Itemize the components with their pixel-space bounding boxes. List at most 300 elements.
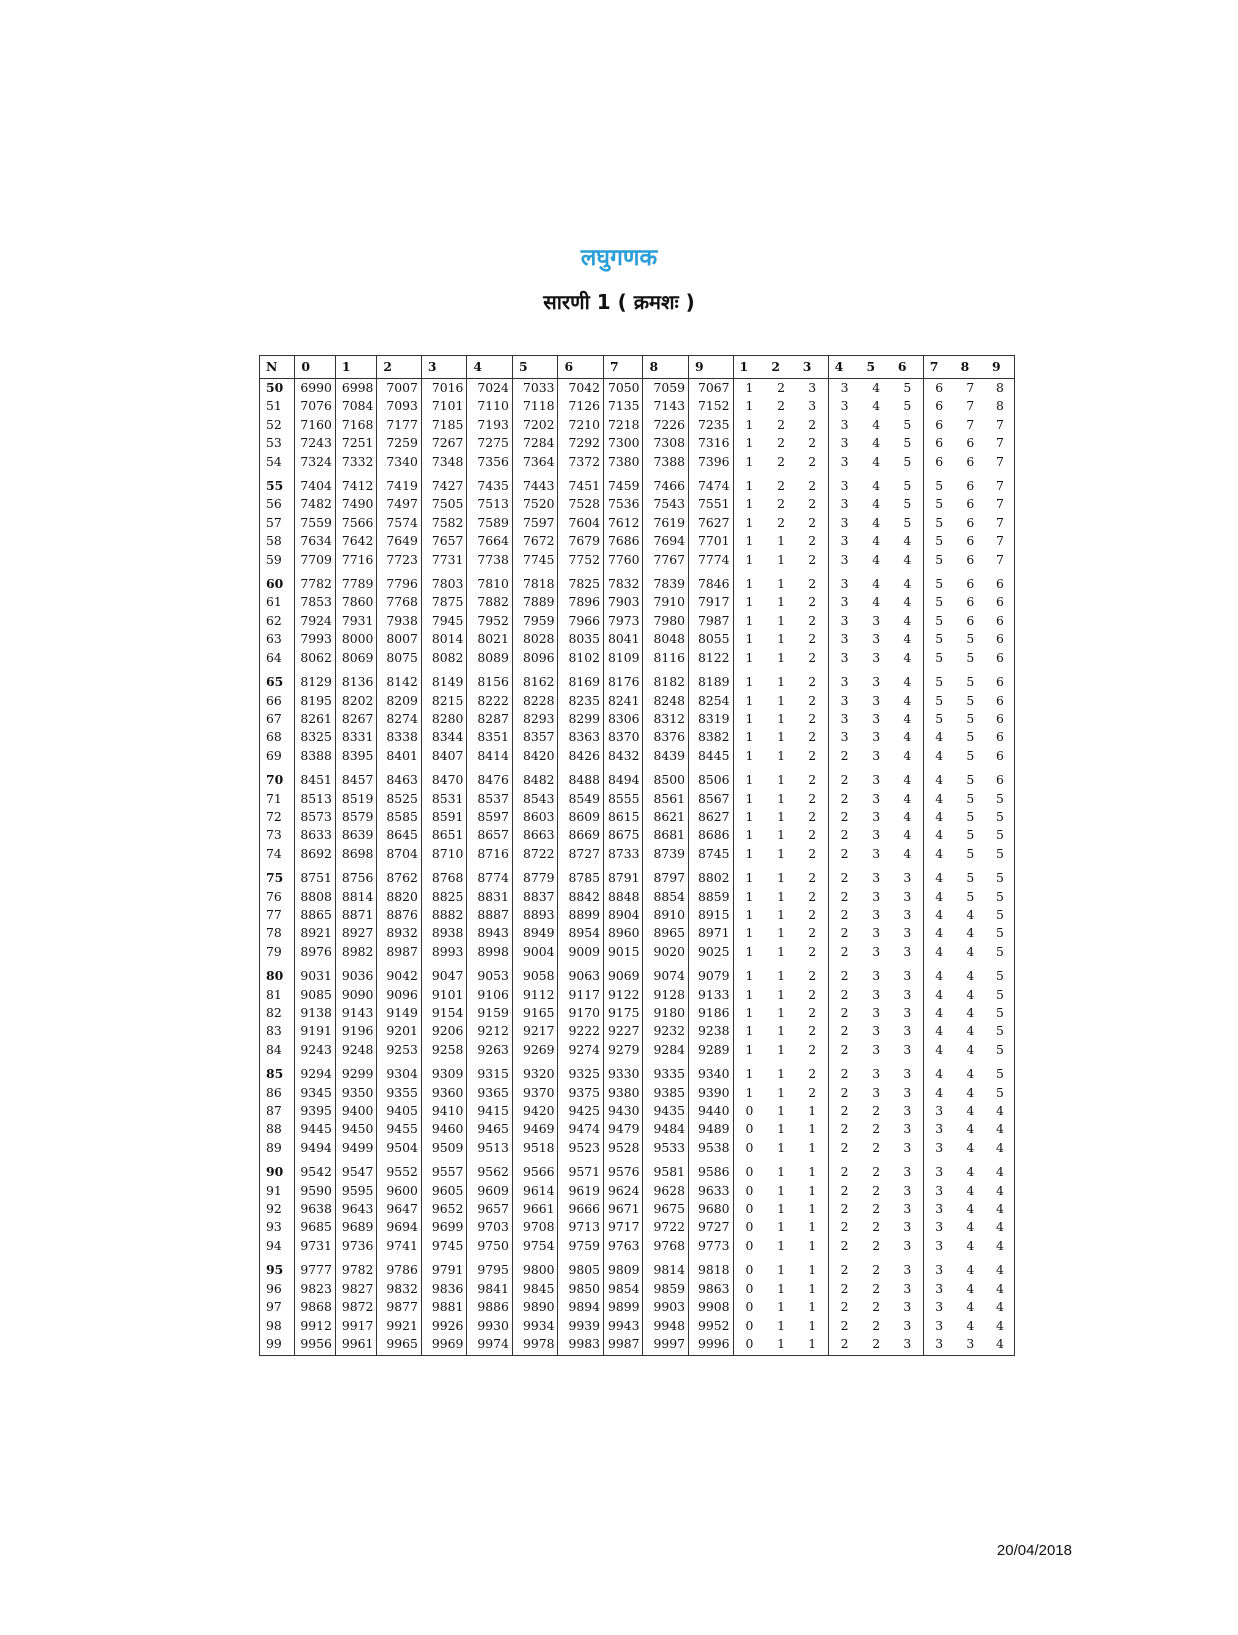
mantissa-cell: 9768 [643,1237,689,1255]
mantissa-cell: 7513 [467,495,513,513]
mean-difference-cell: 2 [872,1237,881,1253]
mean-difference-cell: 6 [986,569,1015,593]
mean-difference-cell: 4 [935,1066,944,1082]
mantissa-cell: 9380 [604,1084,643,1102]
mantissa-cell: 7832 [604,569,643,593]
table-subtitle: सारणी 1 ( क्रमशः ) [543,290,695,314]
mantissa-cell: 7308 [643,434,689,452]
row-number-cell: 85 [260,1059,295,1083]
mantissa-cell: 7789 [335,569,376,593]
mean-difference-cell: 1 [777,1182,786,1198]
mean-difference-cell: 1 [777,674,786,690]
mean-difference-cell: 1 [797,1102,828,1120]
mantissa-cell: 9284 [643,1041,689,1059]
mantissa-cell: 9921 [377,1317,422,1335]
mean-difference-cell: 6 [986,728,1015,746]
mantissa-cell: 7987 [689,612,734,630]
mean-difference-cell: 1 [745,435,754,451]
log-table-header [260,356,1015,379]
mantissa-cell: 9542 [295,1157,335,1181]
mantissa-cell: 9965 [377,1335,422,1356]
mantissa-cell: 9661 [512,1200,558,1218]
mantissa-cell: 7490 [335,495,376,513]
mantissa-cell: 9934 [512,1317,558,1335]
mantissa-cell: 9232 [643,1022,689,1040]
mantissa-cell: 9552 [377,1157,422,1181]
row-number-cell: 57 [260,514,295,532]
mantissa-cell: 7443 [512,471,558,495]
row-number-cell: 74 [260,845,295,863]
table-row [260,532,1015,550]
mantissa-cell: 7604 [558,514,604,532]
mantissa-cell: 8645 [377,826,422,844]
mean-difference-cell: 1 [777,906,786,922]
mantissa-cell: 8331 [335,728,376,746]
mantissa-cell: 9948 [643,1317,689,1335]
mean-difference-cell: 5 [892,471,923,495]
mantissa-cell: 9722 [643,1218,689,1236]
mantissa-cell: 7559 [295,514,335,532]
mantissa-cell: 9217 [512,1022,558,1040]
mantissa-cell: 7903 [604,593,643,611]
mean-difference-cell: 4 [966,1005,975,1020]
mean-difference-cell: 2 [840,1219,849,1235]
mantissa-cell: 8293 [512,710,558,728]
mean-difference-cell: 2 [797,649,828,667]
mean-difference-cell: 3 [872,747,881,763]
mantissa-cell: 8149 [421,667,467,691]
mean-difference-cell: 2 [797,667,828,691]
mantissa-cell: 8555 [604,790,643,808]
mean-difference-cell: 1 [745,453,754,469]
mantissa-cell: 8882 [421,906,467,924]
mantissa-cell: 9004 [512,943,558,961]
mantissa-cell: 9624 [604,1182,643,1200]
mantissa-cell: 7924 [295,612,335,630]
mantissa-cell: 7597 [512,514,558,532]
mean-difference-cell: 5 [966,790,975,806]
mantissa-cell: 7024 [467,379,513,398]
mean-difference-cell: 0 [745,1299,754,1315]
mean-difference-cell: 4 [966,1201,975,1217]
mantissa-cell: 9562 [467,1157,513,1181]
mantissa-cell: 7364 [512,453,558,471]
mean-difference-cell: 4 [935,906,944,922]
mean-difference-cell: 7 [986,551,1015,569]
row-number-cell: 86 [260,1084,295,1102]
mantissa-cell: 7938 [377,612,422,630]
mean-difference-cell: 5 [935,612,944,628]
mantissa-cell: 9750 [467,1237,513,1255]
column-header: 8 [955,356,986,379]
mantissa-cell: 8248 [643,692,689,710]
log-table [259,355,1015,1356]
mean-difference-cell: 0 [745,1121,754,1137]
mean-difference-cell: 4 [892,790,923,808]
mantissa-cell: 7825 [558,569,604,593]
mantissa-cell: 9974 [467,1335,513,1356]
mantissa-cell: 8062 [295,649,335,667]
mean-difference-cell: 1 [777,612,786,628]
mean-difference-cell: 7 [986,434,1015,452]
table-row [260,379,1015,398]
mantissa-cell: 8432 [604,747,643,765]
mantissa-cell: 9460 [421,1120,467,1138]
column-header: 9 [689,356,734,379]
mantissa-cell: 9191 [295,1022,335,1040]
mantissa-cell: 8887 [467,906,513,924]
mantissa-cell: 9917 [335,1317,376,1335]
mantissa-cell: 7810 [467,569,513,593]
mantissa-cell: 9841 [467,1280,513,1298]
mantissa-cell: 9258 [421,1041,467,1059]
mantissa-cell: 7931 [335,612,376,630]
mean-difference-cell: 5 [986,826,1015,844]
mean-difference-cell: 4 [986,1317,1015,1335]
table-row [260,453,1015,471]
mantissa-cell: 9956 [295,1335,335,1356]
mantissa-cell: 8591 [421,808,467,826]
column-header: 4 [828,356,860,379]
mean-difference-cell: 2 [840,1182,849,1198]
mantissa-cell: 7419 [377,471,422,495]
row-number-cell: 97 [260,1298,295,1316]
mean-difference-cell: 2 [797,845,828,863]
mean-difference-cell: 3 [872,845,881,861]
mantissa-cell: 8876 [377,906,422,924]
mean-difference-cell: 1 [777,594,786,610]
mean-difference-cell: 0 [745,1182,754,1198]
mean-difference-cell: 1 [797,1255,828,1279]
mean-difference-cell: 8 [986,379,1015,398]
mantissa-cell: 7551 [689,495,734,513]
mean-difference-cell: 4 [892,765,923,789]
mean-difference-cell: 4 [872,594,881,610]
mean-difference-cell: 1 [745,594,754,610]
mantissa-cell: 8932 [377,924,422,942]
row-number-cell: 88 [260,1120,295,1138]
mantissa-cell: 9903 [643,1298,689,1316]
mean-difference-cell: 3 [872,692,881,708]
mantissa-cell: 9096 [377,986,422,1004]
mean-difference-cell: 6 [966,478,975,494]
mean-difference-cell: 3 [840,380,849,395]
mean-difference-cell: 3 [935,1317,944,1333]
mean-difference-cell: 0 [745,1139,754,1155]
mantissa-cell: 9547 [335,1157,376,1181]
mantissa-cell: 8506 [689,765,734,789]
mean-difference-cell: 2 [840,968,849,984]
mantissa-cell: 8028 [512,630,558,648]
mantissa-cell: 9703 [467,1218,513,1236]
mantissa-cell: 7657 [421,532,467,550]
mean-difference-cell: 2 [840,772,849,788]
mean-difference-cell: 3 [892,961,923,985]
mean-difference-cell: 5 [935,478,944,494]
mantissa-cell: 9647 [377,1200,422,1218]
mantissa-cell: 7649 [377,532,422,550]
mantissa-cell: 9863 [689,1280,734,1298]
mantissa-cell: 8859 [689,888,734,906]
row-number-cell: 96 [260,1280,295,1298]
mean-difference-cell: 2 [840,1084,849,1100]
table-row [260,765,1015,789]
mean-difference-cell: 2 [840,808,849,824]
mantissa-cell: 7796 [377,569,422,593]
mantissa-cell: 9420 [512,1102,558,1120]
column-header: 5 [512,356,558,379]
mean-difference-cell: 3 [892,986,923,1004]
mantissa-cell: 8000 [335,630,376,648]
mean-difference-cell: 5 [986,1022,1015,1040]
mantissa-cell: 9484 [643,1120,689,1138]
mean-difference-cell: 4 [892,551,923,569]
mean-difference-cell: 4 [892,728,923,746]
mean-difference-cell: 1 [777,576,786,592]
mantissa-cell: 7466 [643,471,689,495]
table-row [260,863,1015,887]
table-row [260,906,1015,924]
mean-difference-cell: 3 [892,1182,923,1200]
mean-difference-cell: 0 [745,1262,754,1278]
mean-difference-cell: 1 [777,1164,786,1180]
mantissa-cell: 8639 [335,826,376,844]
mantissa-cell: 8762 [377,863,422,887]
mean-difference-cell: 6 [966,551,975,567]
mean-difference-cell: 1 [745,398,754,414]
mean-difference-cell: 1 [777,925,786,941]
mean-difference-cell: 1 [745,576,754,592]
mean-difference-cell: 2 [840,906,849,922]
mantissa-cell: 8927 [335,924,376,942]
mantissa-cell: 8692 [295,845,335,863]
mean-difference-cell: 4 [935,1084,944,1100]
mantissa-cell: 9978 [512,1335,558,1356]
mantissa-cell: 7910 [643,593,689,611]
mantissa-cell: 7451 [558,471,604,495]
mantissa-cell: 7050 [604,379,643,398]
mean-difference-cell: 2 [797,710,828,728]
row-number-cell: 75 [260,863,295,887]
mean-difference-cell: 1 [745,790,754,806]
mean-difference-cell: 2 [840,986,849,1002]
mean-difference-cell: 4 [892,593,923,611]
mean-difference-cell: 4 [935,1041,944,1057]
row-number-cell: 94 [260,1237,295,1255]
mean-difference-cell: 2 [797,1004,828,1022]
mantissa-cell: 9159 [467,1004,513,1022]
mantissa-cell: 7210 [558,416,604,434]
mantissa-cell: 7016 [421,379,467,398]
mean-difference-cell: 2 [840,790,849,806]
mean-difference-cell: 2 [777,398,786,414]
mean-difference-cell: 2 [872,1121,881,1137]
mean-difference-cell: 1 [777,827,786,843]
mean-difference-cell: 7 [986,514,1015,532]
mantissa-cell: 7627 [689,514,734,532]
mantissa-cell: 7528 [558,495,604,513]
mantissa-cell: 8041 [604,630,643,648]
mean-difference-cell: 1 [745,380,754,395]
mean-difference-cell: 5 [892,453,923,471]
mean-difference-cell: 1 [745,870,754,886]
mantissa-cell: 8261 [295,710,335,728]
mantissa-cell: 9890 [512,1298,558,1316]
mean-difference-cell: 4 [872,416,881,432]
mantissa-cell: 7803 [421,569,467,593]
column-header: N [260,356,295,379]
mantissa-cell: 7896 [558,593,604,611]
mean-difference-cell: 6 [986,747,1015,765]
mean-difference-cell: 1 [797,1335,828,1356]
mantissa-cell: 8176 [604,667,643,691]
mantissa-cell: 7218 [604,416,643,434]
mantissa-cell: 9415 [467,1102,513,1120]
mean-difference-cell: 4 [935,790,944,806]
mean-difference-cell: 2 [797,692,828,710]
mean-difference-cell: 3 [935,1219,944,1235]
mantissa-cell: 9047 [421,961,467,985]
mantissa-cell: 9395 [295,1102,335,1120]
mantissa-cell: 8965 [643,924,689,942]
mantissa-cell: 7566 [335,514,376,532]
mean-difference-cell: 3 [840,729,849,745]
table-row [260,1317,1015,1335]
mantissa-cell: 8791 [604,863,643,887]
mean-difference-cell: 4 [872,551,881,567]
mantissa-cell: 7945 [421,612,467,630]
mantissa-cell: 9090 [335,986,376,1004]
mean-difference-cell: 4 [935,729,944,745]
mean-difference-cell: 5 [966,747,975,763]
mean-difference-cell: 1 [745,710,754,726]
mantissa-cell: 8802 [689,863,734,887]
mean-difference-cell: 6 [986,630,1015,648]
table-row [260,710,1015,728]
mantissa-cell: 7284 [512,434,558,452]
table-row [260,1022,1015,1040]
mean-difference-cell: 5 [986,1084,1015,1102]
mean-difference-cell: 2 [777,380,786,395]
mantissa-cell: 8142 [377,667,422,691]
mantissa-cell: 9791 [421,1255,467,1279]
mantissa-cell: 7723 [377,551,422,569]
mean-difference-cell: 6 [966,612,975,628]
mantissa-cell: 9731 [295,1237,335,1255]
mantissa-cell: 9619 [558,1182,604,1200]
mean-difference-cell: 5 [966,808,975,824]
table-row [260,924,1015,942]
mean-difference-cell: 4 [966,1103,975,1119]
row-number-cell: 78 [260,924,295,942]
row-number-cell: 59 [260,551,295,569]
mantissa-cell: 8722 [512,845,558,863]
mean-difference-cell: 0 [745,1237,754,1253]
mean-difference-cell: 4 [966,986,975,1002]
mantissa-cell: 8615 [604,808,643,826]
mean-difference-cell: 5 [986,888,1015,906]
mean-difference-cell: 2 [840,1299,849,1315]
mantissa-cell: 8457 [335,765,376,789]
row-number-cell: 66 [260,692,295,710]
mean-difference-cell: 5 [986,924,1015,942]
table-row [260,434,1015,452]
mantissa-cell: 7118 [512,397,558,415]
mean-difference-cell: 5 [966,827,975,843]
mantissa-cell: 8082 [421,649,467,667]
mean-difference-cell: 5 [935,692,944,708]
mean-difference-cell: 3 [892,943,923,961]
mantissa-cell: 8603 [512,808,558,826]
mean-difference-cell: 3 [892,1084,923,1102]
mean-difference-cell: 5 [986,943,1015,961]
mean-difference-cell: 2 [797,612,828,630]
row-number-cell: 79 [260,943,295,961]
mean-difference-cell: 5 [935,710,944,726]
mantissa-cell: 7536 [604,495,643,513]
mantissa-cell: 9509 [421,1139,467,1157]
column-header: 7 [923,356,954,379]
mean-difference-cell: 5 [892,397,923,415]
mantissa-cell: 8445 [689,747,734,765]
mantissa-cell: 7042 [558,379,604,398]
mean-difference-cell: 6 [966,594,975,610]
mantissa-cell: 9101 [421,986,467,1004]
mantissa-cell: 7059 [643,379,689,398]
mantissa-cell: 9939 [558,1317,604,1335]
mantissa-cell: 9590 [295,1182,335,1200]
column-header: 1 [733,356,765,379]
mean-difference-cell: 5 [986,906,1015,924]
mantissa-cell: 9494 [295,1139,335,1157]
table-row [260,943,1015,961]
mantissa-cell: 7396 [689,453,734,471]
mantissa-cell: 8681 [643,826,689,844]
table-row [260,986,1015,1004]
mean-difference-cell: 5 [935,533,944,549]
mantissa-cell: 9504 [377,1139,422,1157]
mean-difference-cell: 5 [986,845,1015,863]
mantissa-cell: 9400 [335,1102,376,1120]
mantissa-cell: 9304 [377,1059,422,1083]
mean-difference-cell: 4 [966,1139,975,1155]
mantissa-cell: 9222 [558,1022,604,1040]
mantissa-cell: 8899 [558,906,604,924]
mean-difference-cell: 1 [777,986,786,1002]
row-number-cell: 72 [260,808,295,826]
mean-difference-cell: 1 [745,808,754,824]
mantissa-cell: 7694 [643,532,689,550]
page-title: लघुगणक [580,245,658,271]
mean-difference-cell: 2 [797,630,828,648]
mean-difference-cell: 2 [797,551,828,569]
mean-difference-cell: 5 [892,514,923,532]
mean-difference-cell: 2 [797,961,828,985]
table-row [260,1120,1015,1138]
mantissa-cell: 7482 [295,495,335,513]
row-number-cell: 98 [260,1317,295,1335]
table-row [260,747,1015,765]
mean-difference-cell: 3 [955,1335,986,1356]
mantissa-cell: 9009 [558,943,604,961]
mean-difference-cell: 4 [986,1102,1015,1120]
mantissa-cell: 9330 [604,1059,643,1083]
row-number-cell: 73 [260,826,295,844]
mean-difference-cell: 2 [840,1237,849,1253]
mean-difference-cell: 4 [986,1255,1015,1279]
mantissa-cell: 8954 [558,924,604,942]
mean-difference-cell: 5 [892,416,923,434]
